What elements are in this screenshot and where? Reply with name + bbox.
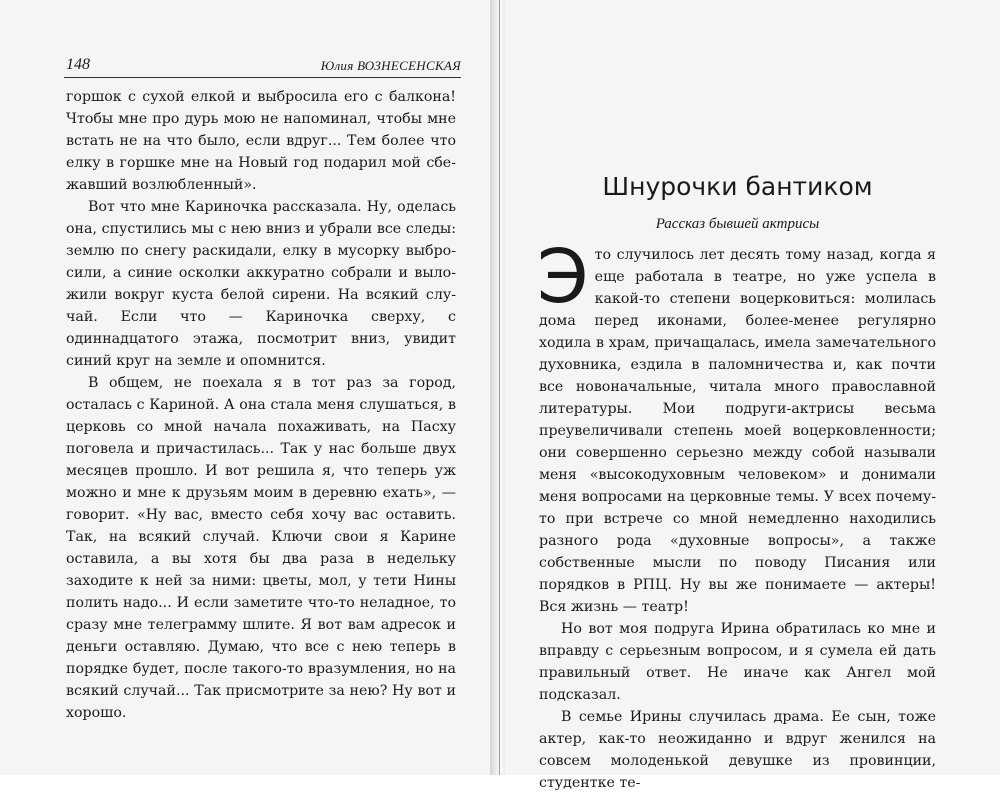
right-page	[505, 0, 1000, 791]
chapter-subtitle: Рассказ бывшей актрисы	[655, 216, 820, 232]
chapter-title: Шнурочки бантиком	[602, 172, 873, 201]
right-paragraph: В семье Ирины случилась драма. Ее сын, тоже актер, как-то неожиданно и вдруг женился на совсем молоденькой девушке из провинции, студентке те-	[539, 709, 936, 791]
right-body-text	[537, 234, 936, 794]
page-number: 148	[66, 56, 90, 73]
running-head: Юлия ВОЗНЕСЕНСКАЯ	[320, 58, 461, 73]
header-rule	[64, 77, 461, 78]
left-paragraph: горшок с сухой елкой и выбросила его с балкона! Чтобы мне про дурь мою не напоминал, чтобы мне встать не на что было, если вдруг... Тем более что елку в горшке мне на Новый год подарил мой сбежавший возлюбленный».	[66, 89, 456, 193]
first-paragraph-text: то случилось лет десять тому назад, когда я еще работала в театре, но уже успела в какой-то степени воцерковиться: молилась дома перед иконами, более-менее регулярно ходила в храм, причащалась, имела замечательного духовника, ездила в паломничества и, как почти все новоначальные, читала много православной литературы. Мои подруги-актрисы весьма преувеличивали степень моей воцерковленности; они совершенно серьезно между собой называли меня «высокодуховным человеком» и донимали меня вопросами на церковные темы. У всех почему-то при встрече со мной немедленно находились разного рода «духовные вопросы», а также собственные мысли по поводу Писания или порядков в РПЦ. Ну вы же понимаете — актеры! Вся жизнь — театр!	[539, 247, 936, 615]
gutter-line	[499, 0, 500, 775]
drop-cap: Э	[537, 234, 589, 320]
left-page	[0, 0, 495, 775]
left-paragraph: Вот что мне Кариночка рассказала. Ну, оделась она, спустились мы с нею вниз и убрали все следы: землю по снегу раскидали, елку в мусорку выбросили, а синие осколки аккуратно собрали и выложили вокруг куста белой сирени. На всякий случай. Если что — Кариночка сверху, с одиннадцатого этажа, посмотрит вниз, увидит синий круг на земле и опомнится.	[66, 199, 456, 369]
right-first-paragraph	[537, 234, 936, 618]
left-paragraph: В общем, не поехала я в тот раз за город, осталась с Кариной. А она стала меня слушаться, в церковь со мной начала похаживать, на Пасху поговела и причастилась... Так у нас больше двух месяцев прошло. И вот решила я, что теперь уж можно и мне к друзьям моим в деревню ехать», — говорит. «Ну вас, вместо себя хочу вас оставить. Так, на всякий случай. Ключи свои я Карине оставила, а вы хотя бы два раза в недельку заходите к ней за ними: цветы, мол, у тети Нины полить надо... И если заметите что-то неладное, то сразу мне телеграмму шлите. Я вот вам адресок и деньги оставляю. Думаю, что все с нею теперь в порядке будет, после такого-то вразумления, но на всякий случай... Так присмотрите за нею? Ну вот и хорошо.	[66, 375, 456, 721]
right-paragraph: Но вот моя подруга Ирина обратилась ко мне и вправду с серьезным вопросом, и я сумела ей дать правильный ответ. Не иначе как Ангел мой подсказал.	[539, 621, 936, 703]
left-body-text	[66, 86, 456, 724]
